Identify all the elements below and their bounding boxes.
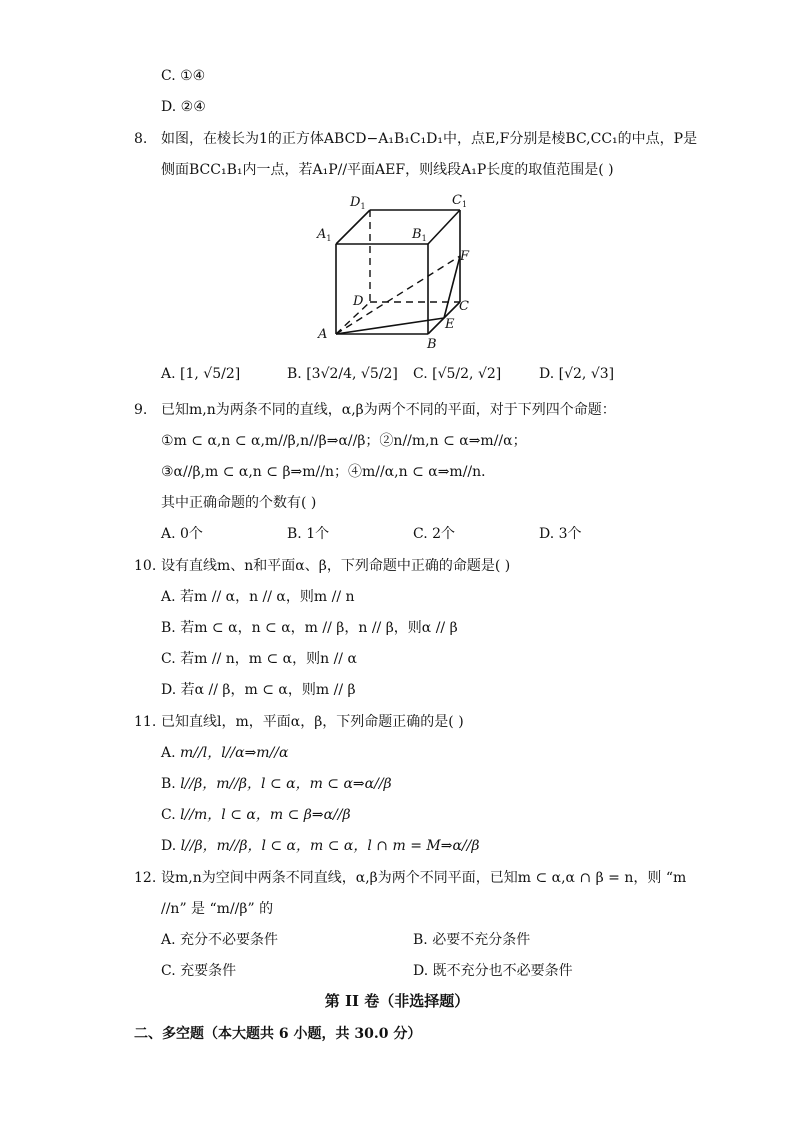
label-b1: $B_1$ xyxy=(412,227,427,243)
option-label: C. xyxy=(413,366,428,382)
question-9-option-c[interactable] xyxy=(413,524,455,544)
section-title: 第 II 卷（非选择题） xyxy=(324,992,470,1010)
segment-e-f xyxy=(444,256,460,318)
option-label: C. xyxy=(161,963,176,979)
question-11-option-a[interactable] xyxy=(161,743,288,763)
option-label: B. xyxy=(161,620,176,636)
edge-a1-d1 xyxy=(336,210,370,244)
option-text: 充分不必要条件 xyxy=(180,932,279,948)
question-number-12: 12. xyxy=(134,870,157,886)
option-label: B. xyxy=(287,526,302,542)
option-label: D. xyxy=(539,366,555,382)
option-text: l//m，l ⊂ α，m ⊂ β⇒α//β xyxy=(180,807,351,823)
label-f: F xyxy=(460,249,470,264)
question-10-option-b[interactable] xyxy=(161,618,458,638)
option-text: 0个 xyxy=(180,526,203,542)
question-9-option-b[interactable] xyxy=(287,524,329,544)
label-a1: $A_1$ xyxy=(317,227,332,243)
question-11-option-b[interactable] xyxy=(161,774,392,794)
option-label: D. xyxy=(161,682,177,698)
question-9-stem-line-2: ①m ⊂ α,n ⊂ α,m//β,n//β⇒α//β；②n//m,n ⊂ α⇒m//α； xyxy=(161,433,527,449)
option-label: C. xyxy=(161,807,176,823)
option-label: B. xyxy=(161,776,176,792)
question-10-option-c[interactable] xyxy=(161,649,357,669)
option-text: ②④ xyxy=(180,99,206,115)
question-12-stem-line-1: 设m,n为空间中两条不同直线，α,β为两个不同平面，已知m ⊂ α,α ∩ β = n，则 “m xyxy=(161,870,687,886)
label-c1: $C_1$ xyxy=(452,193,468,209)
option-text: 2个 xyxy=(432,526,456,542)
question-12-option-c[interactable] xyxy=(161,961,236,981)
option-text: ①④ xyxy=(180,68,206,84)
question-12-stem-line-2: //n” 是 “m//β” 的 xyxy=(161,901,274,917)
option-text: 3个 xyxy=(558,526,582,542)
prev-question-option-c xyxy=(161,66,205,86)
label-a: A xyxy=(318,327,328,342)
option-label: A. xyxy=(161,589,176,605)
question-10-stem: 设有直线m、n和平面α、β，下列命题中正确的命题是( ) xyxy=(161,558,511,574)
option-label: D. xyxy=(161,838,177,854)
option-label: B. xyxy=(287,366,302,382)
question-number-10: 10. xyxy=(134,558,157,574)
question-9-option-d[interactable] xyxy=(539,524,582,544)
question-8-option-c[interactable] xyxy=(413,364,501,384)
option-label: A. xyxy=(161,745,176,761)
option-label: D. xyxy=(413,963,429,979)
label-e: E xyxy=(445,317,455,332)
option-label: D. xyxy=(161,99,177,115)
question-12-option-a[interactable] xyxy=(161,930,278,950)
question-11-stem: 已知直线l，m，平面α，β，下列命题正确的是( ) xyxy=(161,714,464,730)
option-text: l//β，m//β，l ⊂ α，m ⊂ α，l ∩ m = M⇒α//β xyxy=(180,838,480,854)
option-text: [1, √5/2] xyxy=(180,366,241,382)
label-d1: $D_1$ xyxy=(350,195,366,211)
option-label: D. xyxy=(539,526,555,542)
question-8-option-d[interactable] xyxy=(539,364,614,384)
option-label: A. xyxy=(161,932,176,948)
option-text: [√5/2, √2] xyxy=(432,366,502,382)
question-12-option-d[interactable] xyxy=(413,961,573,981)
question-11-option-c[interactable] xyxy=(161,805,351,825)
question-12-option-b[interactable] xyxy=(413,930,530,950)
option-label: B. xyxy=(413,932,428,948)
option-label: A. xyxy=(161,366,176,382)
question-number-11: 11. xyxy=(134,714,157,730)
edge-b1-c1 xyxy=(428,210,460,244)
question-11-option-d[interactable] xyxy=(161,836,479,856)
option-text: 若m ⊂ α，n ⊂ α，m // β，n // β，则α // β xyxy=(180,620,458,636)
option-text: 既不充分也不必要条件 xyxy=(432,963,573,979)
label-b: B xyxy=(427,337,437,352)
option-text: [√2, √3] xyxy=(558,366,615,382)
option-text: 1个 xyxy=(306,526,330,542)
question-9-stem-line-1: 已知m,n为两条不同的直线，α,β为两个不同的平面，对于下列四个命题： xyxy=(161,402,616,418)
option-label: C. xyxy=(161,651,176,667)
question-8-option-a[interactable] xyxy=(161,364,240,384)
question-8-stem-line-2: 侧面BCC₁B₁内一点，若A₁P//平面AEF，则线段A₁P长度的取值范围是( ) xyxy=(161,162,614,178)
question-8-option-b[interactable] xyxy=(287,364,398,384)
option-text: 若α // β，m ⊂ α，则m // β xyxy=(180,682,356,698)
option-text: 若m // α，n // α，则m // n xyxy=(180,589,355,605)
question-9-option-a[interactable] xyxy=(161,524,203,544)
question-number-9: 9. xyxy=(134,402,148,418)
option-text: 必要不充分条件 xyxy=(432,932,531,948)
option-text: 若m // n，m ⊂ α，则n // α xyxy=(180,651,357,667)
label-c: C xyxy=(459,299,469,314)
option-text: m//l，l//α⇒m//α xyxy=(180,745,289,761)
option-label: A. xyxy=(161,526,176,542)
option-text: [3√2/4, √5/2] xyxy=(306,366,398,382)
question-10-option-d[interactable] xyxy=(161,680,356,700)
question-number-8: 8. xyxy=(134,131,148,147)
option-text: l//β，m//β，l ⊂ α，m ⊂ α⇒α//β xyxy=(180,776,392,792)
cube-figure xyxy=(300,188,500,358)
option-label: C. xyxy=(161,68,176,84)
section-two-heading: 二、多空题（本大题共 6 小题，共 30.0 分） xyxy=(134,1026,422,1042)
question-9-stem-line-4: 其中正确命题的个数有( ) xyxy=(161,495,317,511)
question-9-stem-line-3: ③α//β,m ⊂ α,n ⊂ β⇒m//n；④m//α,n ⊂ α⇒m//n． xyxy=(161,464,496,480)
question-10-option-a[interactable] xyxy=(161,587,355,607)
label-d: D xyxy=(353,294,364,309)
option-text: 充要条件 xyxy=(180,963,237,979)
option-label: C. xyxy=(413,526,428,542)
prev-question-option-d xyxy=(161,97,206,117)
question-8-stem-line-1: 如图，在棱长为1的正方体ABCD−A₁B₁C₁D₁中，点E,F分别是棱BC,CC₁的中点，P是 xyxy=(161,131,698,147)
